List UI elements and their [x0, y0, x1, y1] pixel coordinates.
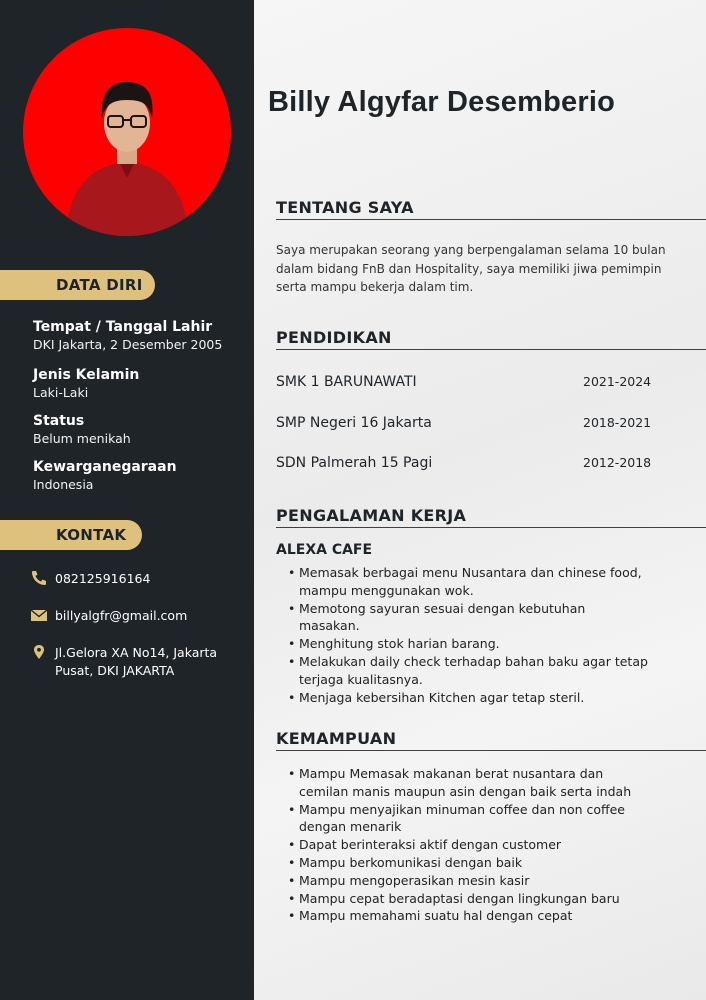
list-item: • Mampu memahami suatu hal dengan cepat — [299, 907, 649, 925]
phone-icon — [30, 570, 50, 588]
list-item: • Memasak berbagai menu Nusantara dan chinese food, mampu menggunakan wok. — [299, 564, 649, 600]
data-diri-heading: DATA DIRI — [0, 270, 155, 300]
contact-phone — [30, 570, 245, 588]
person-photo-icon — [23, 28, 231, 236]
skills-list — [299, 765, 649, 925]
experience-duties — [299, 564, 649, 706]
full-name: Billy Algyfar Desemberio — [268, 86, 616, 118]
list-item: • Mampu cepat beradaptasi dengan lingkungan baru — [299, 890, 649, 908]
contact-phone-text: 082125916164 — [55, 571, 151, 586]
school-years: 2012-2018 — [583, 455, 652, 470]
list-item: • Menghitung stok harian barang. — [299, 635, 649, 653]
list-item: • Mampu Memasak makanan berat nusantara dan cemilan manis maupun asin dengan baik serta indah — [299, 765, 649, 801]
info-label: Kewarganegaraan — [33, 459, 177, 475]
school-name: SMK 1 BARUNAWATI — [276, 374, 417, 390]
education-entry — [276, 415, 676, 431]
list-item: • Dapat berinteraksi aktif dengan customer — [299, 836, 649, 854]
info-label: Jenis Kelamin — [33, 367, 140, 383]
sidebar — [0, 0, 254, 1000]
company-name: ALEXA CAFE — [276, 542, 373, 558]
school-name: SMP Negeri 16 Jakarta — [276, 415, 432, 431]
info-label: Status — [33, 413, 85, 429]
info-value: Indonesia — [33, 477, 94, 492]
contact-email — [30, 607, 245, 625]
mail-icon — [30, 607, 50, 625]
info-value: DKI Jakarta, 2 Desember 2005 — [33, 337, 223, 352]
education-entry — [276, 374, 676, 390]
school-years: 2021-2024 — [583, 374, 652, 389]
kontak-heading: KONTAK — [0, 520, 142, 550]
contact-address — [30, 644, 245, 680]
info-value: Belum menikah — [33, 431, 131, 446]
list-item: • Mampu menyajikan minuman coffee dan non coffee dengan menarik — [299, 801, 649, 837]
info-nationality — [33, 458, 248, 493]
info-value: Laki-Laki — [33, 385, 89, 400]
info-status — [33, 412, 248, 447]
contact-email-text: billyalgfr@gmail.com — [55, 608, 188, 623]
skills-heading: KEMAMPUAN — [276, 729, 706, 751]
list-item: • Melakukan daily check terhadap bahan baku agar tetap terjaga kualitasnya. — [299, 653, 649, 689]
profile-photo — [23, 28, 231, 236]
education-heading: PENDIDIKAN — [276, 328, 706, 350]
contact-address-text: Jl.Gelora XA No14, Jakarta Pusat, DKI JAKARTA — [55, 645, 218, 678]
list-item: • Menjaga kebersihan Kitchen agar tetap steril. — [299, 689, 649, 707]
experience-heading: PENGALAMAN KERJA — [276, 506, 706, 528]
about-text: Saya merupakan seorang yang berpengalaman selama 10 bulan dalam bidang FnB dan Hospitality, saya memiliki jiwa pemimpin serta mampu bekerja dalam tim. — [276, 243, 666, 294]
school-years: 2018-2021 — [583, 415, 652, 430]
education-entry — [276, 455, 676, 471]
list-item: • Mampu mengoperasikan mesin kasir — [299, 872, 649, 890]
info-label: Tempat / Tanggal Lahir — [33, 319, 213, 335]
school-name: SDN Palmerah 15 Pagi — [276, 455, 433, 471]
list-item: • Mampu berkomunikasi dengan baik — [299, 854, 649, 872]
info-gender — [33, 366, 248, 401]
location-icon — [30, 644, 50, 662]
about-heading: TENTANG SAYA — [276, 198, 706, 220]
list-item: • Memotong sayuran sesuai dengan kebutuhan masakan. — [299, 600, 649, 636]
info-birth — [33, 318, 248, 353]
